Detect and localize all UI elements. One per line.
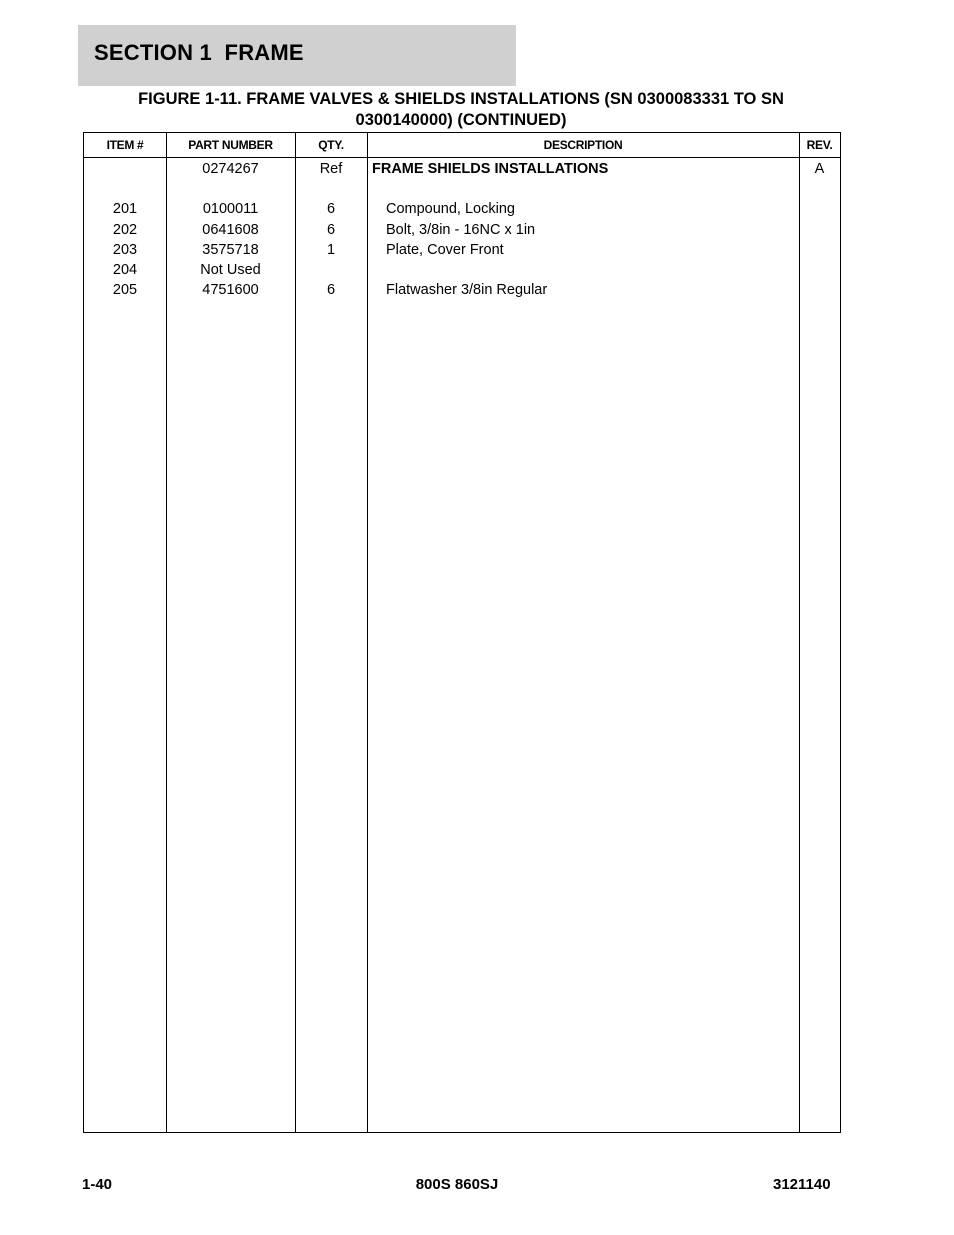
- cell-rev: [799, 280, 840, 300]
- header-rev: REV.: [806, 138, 833, 152]
- cell-description: Compound, Locking: [386, 201, 515, 217]
- cell-item: 201: [112, 201, 138, 217]
- cell-description: Flatwasher 3/8in Regular: [386, 282, 548, 298]
- cell-description: FRAME SHIELDS INSTALLATIONS: [372, 161, 609, 177]
- cell-part-number: 0274267: [202, 161, 259, 177]
- cell-qty: 6: [326, 201, 336, 217]
- cell-rev: [799, 220, 840, 240]
- section-header: [78, 25, 516, 86]
- cell-description: Plate, Cover Front: [386, 242, 504, 258]
- header-description: DESCRIPTION: [543, 138, 623, 152]
- cell-qty: 6: [326, 282, 336, 298]
- cell-qty: 1: [326, 242, 336, 258]
- cell-part-number: 3575718: [202, 242, 259, 258]
- header-qty: QTY.: [318, 138, 344, 152]
- footer-model: 800S 860SJ: [415, 1176, 499, 1193]
- cell-rev: [799, 260, 840, 280]
- cell-item: 205: [112, 282, 138, 298]
- cell-description: Bolt, 3/8in - 16NC x 1in: [386, 222, 536, 238]
- cell-qty: 6: [326, 222, 336, 238]
- cell-item: 203: [112, 242, 138, 258]
- figure-title: FIGURE 1-11. FRAME VALVES & SHIELDS INSTALLATIONS (SN 0300083331 TO SN 0300140000) (CONTINUED): [138, 90, 784, 129]
- parts-table: [83, 132, 841, 1133]
- column-divider: [367, 133, 368, 1132]
- cell-qty: [295, 260, 367, 280]
- cell-part-number: 0100011: [202, 201, 259, 217]
- cell-part-number: Not Used: [200, 262, 261, 278]
- cell-rev: [799, 240, 840, 260]
- cell-rev: [799, 199, 840, 219]
- header-divider: [84, 157, 840, 158]
- header-item: ITEM #: [106, 138, 144, 152]
- cell-item: 202: [112, 222, 138, 238]
- section-title: SECTION 1 FRAME: [94, 40, 304, 65]
- cell-part-number: 4751600: [202, 282, 259, 298]
- footer-page-number: 1-40: [82, 1176, 113, 1193]
- cell-item: [84, 159, 166, 179]
- cell-item: 204: [112, 262, 138, 278]
- header-part-number: PART NUMBER: [188, 138, 273, 152]
- footer-doc-number: 3121140: [773, 1176, 831, 1193]
- cell-qty: Ref: [319, 161, 343, 177]
- cell-rev: A: [814, 161, 825, 177]
- cell-part-number: 0641608: [202, 222, 259, 238]
